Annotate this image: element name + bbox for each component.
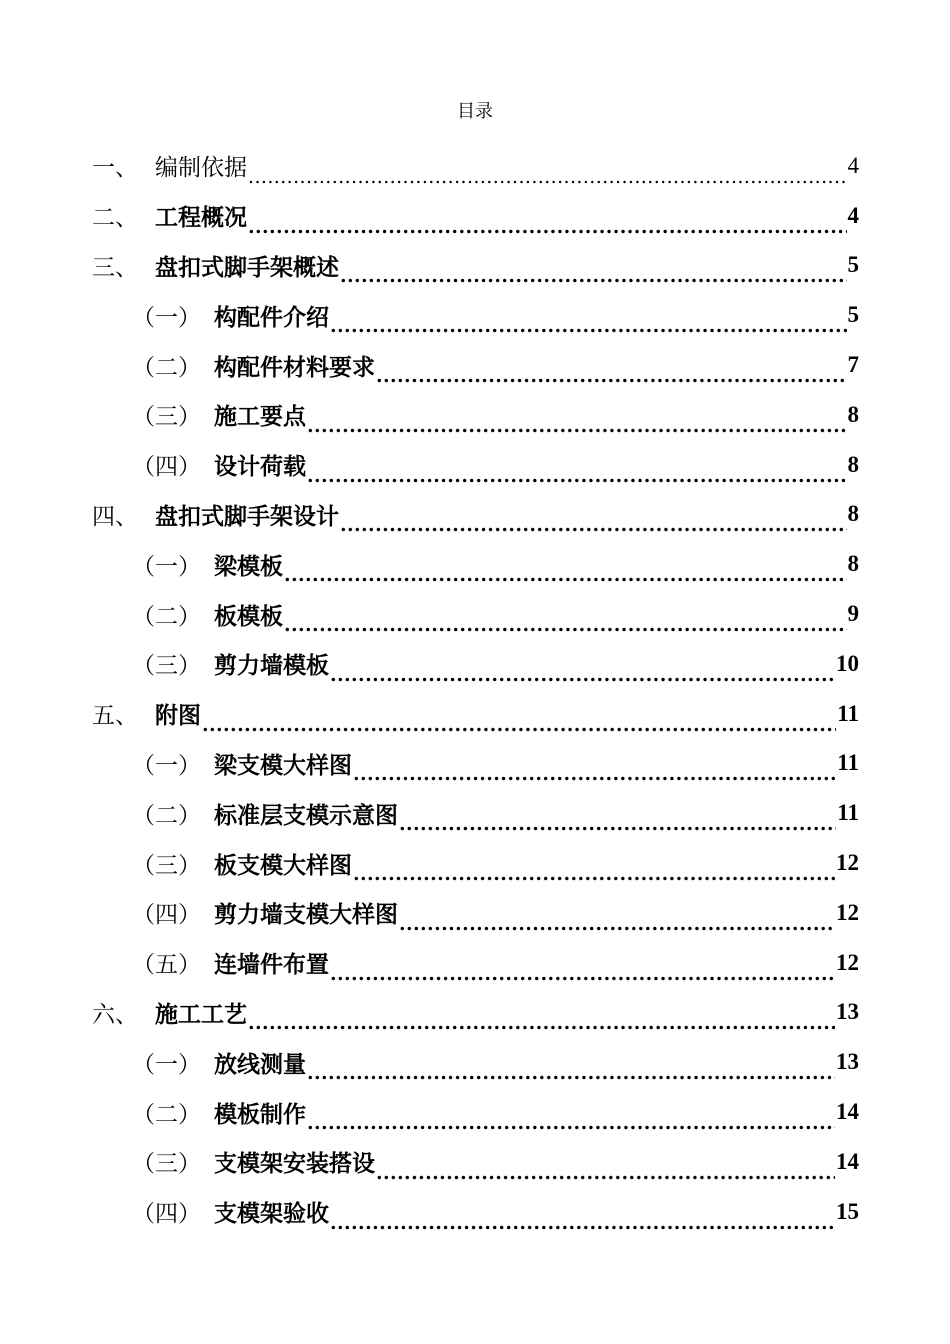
- toc-entry-page-number: 13: [836, 1049, 859, 1075]
- toc-entry-page-number: 11: [837, 800, 859, 826]
- toc-entry-label: 剪力墙支模大样图: [214, 901, 398, 929]
- toc-dot-leader: [248, 159, 847, 191]
- toc-entry-number: 四、: [92, 503, 138, 530]
- toc-dot-leader: [376, 358, 847, 390]
- toc-entry-page-number: 8: [847, 451, 859, 477]
- toc-entry[interactable]: [92, 1187, 859, 1237]
- toc-dot-leader: [202, 707, 836, 739]
- toc-entry-number: （三）: [132, 1151, 201, 1178]
- toc-entry-label: 标准层支模示意图: [214, 801, 398, 829]
- toc-entry-number: （一）: [132, 1051, 201, 1078]
- toc-dot-leader: [330, 308, 847, 340]
- toc-entry-label: 板支模大样图: [214, 851, 352, 879]
- toc-entry[interactable]: [92, 1137, 859, 1187]
- toc-dot-leader: [330, 1205, 835, 1237]
- toc-dot-leader: [307, 408, 847, 440]
- toc-entry[interactable]: [92, 340, 859, 390]
- toc-entry-label: 构配件材料要求: [214, 353, 375, 381]
- toc-entry-page-number: 9: [847, 601, 859, 627]
- toc-entry-page-number: 4: [847, 152, 859, 178]
- toc-entry-number: （四）: [132, 454, 201, 481]
- toc-entry[interactable]: [92, 191, 859, 241]
- toc-entry-page-number: 5: [847, 302, 859, 328]
- toc-entry[interactable]: [92, 639, 859, 689]
- toc-entry-page-number: 15: [836, 1198, 859, 1224]
- toc-dot-leader: [353, 856, 835, 888]
- toc-entry-label: 连墙件布置: [214, 951, 329, 979]
- toc-entry-label: 设计荷载: [214, 453, 306, 481]
- toc-entry-label: 梁模板: [214, 552, 283, 580]
- toc-entry-page-number: 8: [847, 501, 859, 527]
- toc-entry-number: （二）: [132, 802, 201, 829]
- toc-entry-label: 附图: [155, 702, 201, 730]
- toc-entry-number: （二）: [132, 603, 201, 630]
- toc-entry-number: （三）: [132, 852, 201, 879]
- toc-dot-leader: [307, 1055, 835, 1087]
- toc-entry-label: 编制依据: [155, 155, 247, 182]
- toc-entry-number: （四）: [132, 1201, 201, 1228]
- toc-entry-number: （四）: [132, 902, 201, 929]
- toc-entry-page-number: 13: [836, 999, 859, 1025]
- toc-entry-number: （一）: [132, 752, 201, 779]
- toc-dot-leader: [284, 557, 847, 589]
- toc-entry-number: （三）: [132, 653, 201, 680]
- toc-entry-number: （一）: [132, 553, 201, 580]
- toc-entry-page-number: 10: [836, 650, 859, 676]
- toc-entry[interactable]: [92, 1087, 859, 1137]
- toc-dot-leader: [307, 1105, 835, 1137]
- toc-entry[interactable]: [92, 390, 859, 440]
- toc-entry-page-number: 14: [836, 1148, 859, 1174]
- toc-dot-leader: [330, 956, 835, 988]
- toc-entry-label: 模板制作: [214, 1100, 306, 1128]
- toc-title: 目录: [457, 101, 493, 122]
- toc-entry-page-number: 12: [836, 899, 859, 925]
- toc-entry-number: 五、: [92, 703, 138, 730]
- toc-entry-label: 工程概况: [155, 204, 247, 232]
- toc-entry-label: 构配件介绍: [214, 303, 329, 331]
- toc-entry-number: （二）: [132, 354, 201, 381]
- toc-entry[interactable]: [92, 838, 859, 888]
- toc-entry-number: （二）: [132, 1101, 201, 1128]
- toc-entry-label: 放线测量: [214, 1050, 306, 1078]
- toc-dot-leader: [330, 657, 835, 689]
- toc-entry[interactable]: [92, 689, 859, 739]
- toc-dot-leader: [340, 507, 847, 539]
- toc-entry-number: （三）: [132, 404, 201, 431]
- toc-entry-page-number: 7: [847, 352, 859, 378]
- toc-entry-number: 六、: [92, 1001, 138, 1028]
- toc-entry-label: 盘扣式脚手架概述: [155, 253, 339, 281]
- toc-entry[interactable]: [92, 490, 859, 540]
- toc-entry-page-number: 14: [836, 1099, 859, 1125]
- toc-entry[interactable]: [92, 739, 859, 789]
- toc-entry[interactable]: [92, 888, 859, 938]
- toc-entry[interactable]: [92, 539, 859, 589]
- toc-entry-label: 支模架验收: [214, 1200, 329, 1228]
- toc-entry-number: 一、: [92, 155, 138, 182]
- toc-dot-leader: [399, 806, 836, 838]
- toc-entry-label: 剪力墙模板: [214, 652, 329, 680]
- toc-entry-label: 盘扣式脚手架设计: [155, 502, 339, 530]
- toc-entry-page-number: 5: [847, 252, 859, 278]
- toc-dot-leader: [376, 1155, 835, 1187]
- toc-entry-page-number: 4: [847, 202, 859, 228]
- toc-dot-leader: [340, 258, 847, 290]
- toc-entry[interactable]: [92, 241, 859, 291]
- toc-dot-leader: [399, 906, 835, 938]
- toc-entry-page-number: 11: [837, 700, 859, 726]
- toc-dot-leader: [284, 607, 847, 639]
- toc-entry-label: 板模板: [214, 602, 283, 630]
- toc-entry[interactable]: [92, 988, 859, 1038]
- toc-entry-label: 施工工艺: [155, 1000, 247, 1028]
- toc-entry-number: 三、: [92, 254, 138, 281]
- toc-entry-number: （五）: [132, 952, 201, 979]
- toc-dot-leader: [248, 1005, 835, 1037]
- toc-entry-label: 施工要点: [214, 403, 306, 431]
- toc-entry-label: 支模架安装搭设: [214, 1150, 375, 1178]
- toc-list: [92, 141, 859, 1237]
- toc-entry[interactable]: [92, 589, 859, 639]
- toc-entry-number: 二、: [92, 205, 138, 232]
- toc-dot-leader: [307, 458, 847, 490]
- toc-dot-leader: [353, 756, 836, 788]
- toc-entry-page-number: 8: [847, 551, 859, 577]
- toc-entry-number: （一）: [132, 304, 201, 331]
- toc-dot-leader: [248, 209, 847, 241]
- toc-entry[interactable]: [92, 938, 859, 988]
- toc-entry-page-number: 11: [837, 750, 859, 776]
- toc-entry[interactable]: [92, 440, 859, 490]
- toc-entry[interactable]: [92, 788, 859, 838]
- toc-entry-label: 梁支模大样图: [214, 751, 352, 779]
- toc-entry[interactable]: [92, 141, 859, 191]
- toc-entry-page-number: 12: [836, 850, 859, 876]
- toc-entry[interactable]: [92, 1037, 859, 1087]
- toc-entry-page-number: 12: [836, 949, 859, 975]
- toc-entry[interactable]: [92, 290, 859, 340]
- toc-entry-page-number: 8: [847, 401, 859, 427]
